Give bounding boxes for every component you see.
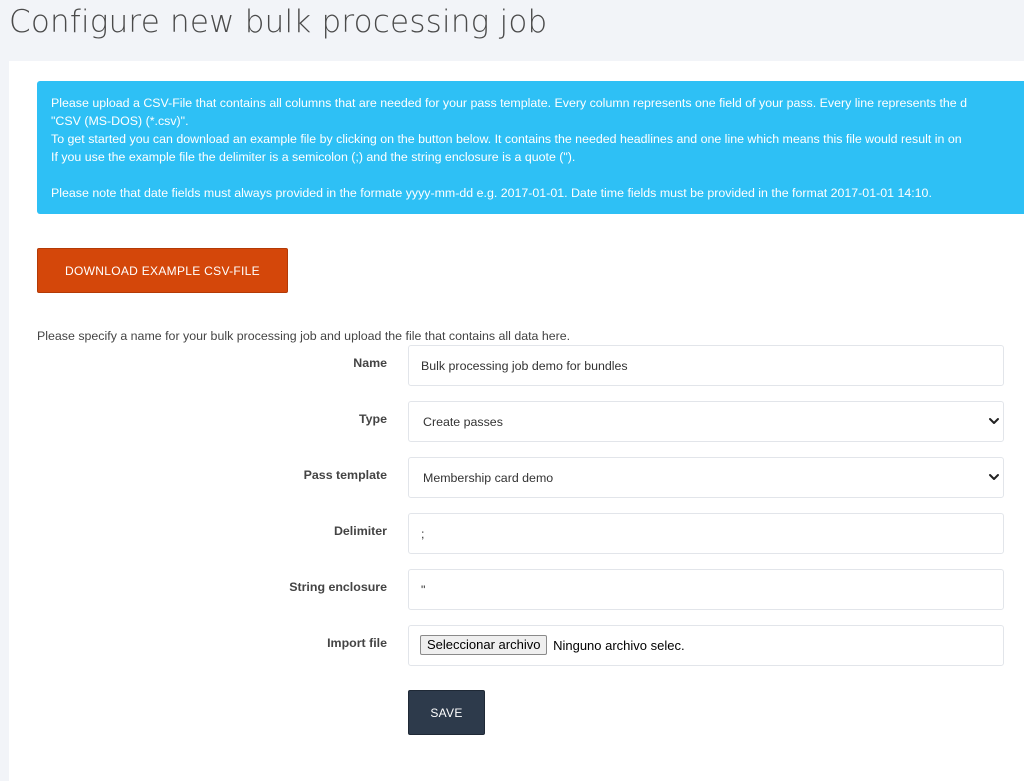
- import-file-label: Import file: [327, 636, 387, 650]
- save-button[interactable]: SAVE: [408, 690, 485, 735]
- page-title: Configure new bulk processing job: [9, 4, 548, 40]
- info-line: Please note that date fields must always provided in the formate yyyy-mm-dd e.g. 2017-01-01. Date time fields must be provided in the format 2017-01-01 14:10.: [51, 186, 932, 200]
- info-line: Please upload a CSV-File that contains all columns that are needed for your pass template. Every column represents one field of your pass. Every line represents the d: [51, 96, 968, 110]
- type-label: Type: [359, 412, 387, 426]
- import-file-row: [9, 625, 1024, 667]
- choose-file-button[interactable]: Seleccionar archivo: [420, 635, 547, 655]
- pass-template-select[interactable]: [408, 457, 1004, 498]
- name-row: [9, 345, 1024, 387]
- info-line: If you use the example file the delimiter is a semicolon (;) and the string enclosure is a quote (").: [51, 150, 576, 164]
- string-enclosure-label: String enclosure: [289, 580, 387, 594]
- type-select-wrapper: [408, 401, 1004, 442]
- info-box: [37, 81, 1024, 214]
- name-input[interactable]: [408, 345, 1004, 386]
- form-intro-text: Please specify a name for your bulk processing job and upload the file that contains all data here.: [37, 329, 571, 343]
- delimiter-input[interactable]: [408, 513, 1004, 554]
- string-enclosure-input[interactable]: [408, 569, 1004, 610]
- pass-template-select-wrapper: [408, 457, 1004, 498]
- name-label: Name: [353, 356, 387, 370]
- file-status-text: Ninguno archivo selec.: [553, 637, 685, 653]
- pass-template-row: [9, 457, 1024, 499]
- delimiter-row: [9, 513, 1024, 555]
- info-spacer: [51, 166, 1024, 184]
- pass-template-label: Pass template: [303, 468, 387, 482]
- info-line: To get started you can download an example file by clicking on the button below. It contains the needed headlines and one line which means this file would result in on: [51, 132, 962, 146]
- type-select[interactable]: [408, 401, 1004, 442]
- delimiter-label: Delimiter: [333, 524, 387, 538]
- form-card: [9, 61, 1024, 781]
- info-line: "CSV (MS-DOS) (*.csv)".: [51, 114, 189, 128]
- type-row: [9, 401, 1024, 443]
- string-enclosure-row: [9, 569, 1024, 611]
- import-file-input: [408, 625, 1004, 666]
- download-example-csv-button[interactable]: DOWNLOAD EXAMPLE CSV-FILE: [37, 248, 288, 293]
